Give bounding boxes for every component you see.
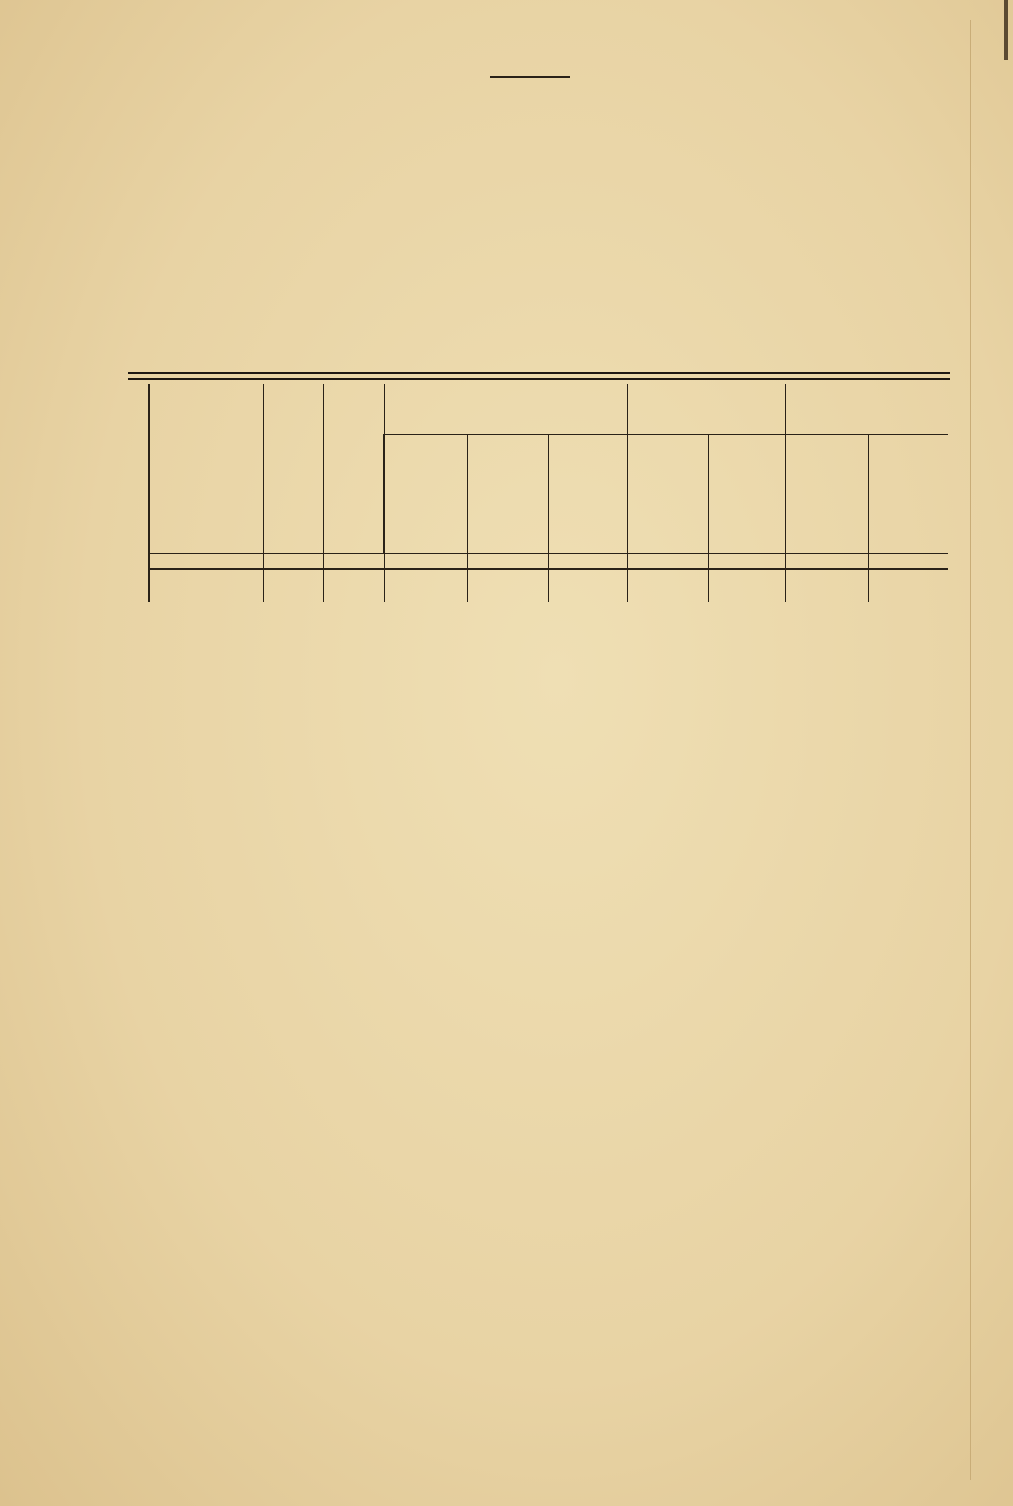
group-output-per-worker-header [628,384,786,435]
header-cell [869,435,948,554]
header-cell [467,435,548,554]
header-cell [628,435,709,554]
header-cell [263,384,323,554]
header-cell [548,435,627,554]
header-cell [384,435,467,554]
statistics-table [128,372,950,882]
table-top-rule [128,372,950,374]
page-number [490,74,570,78]
scan-mark [1004,0,1008,60]
group-output-total-header [786,384,948,435]
table-top-rule [128,378,950,380]
years-header-cell [149,384,263,554]
page-edge-line [970,20,971,1480]
header-cell [709,435,786,554]
group-ratio-header [384,384,627,435]
header-cell [324,384,384,554]
header-cell [786,435,869,554]
